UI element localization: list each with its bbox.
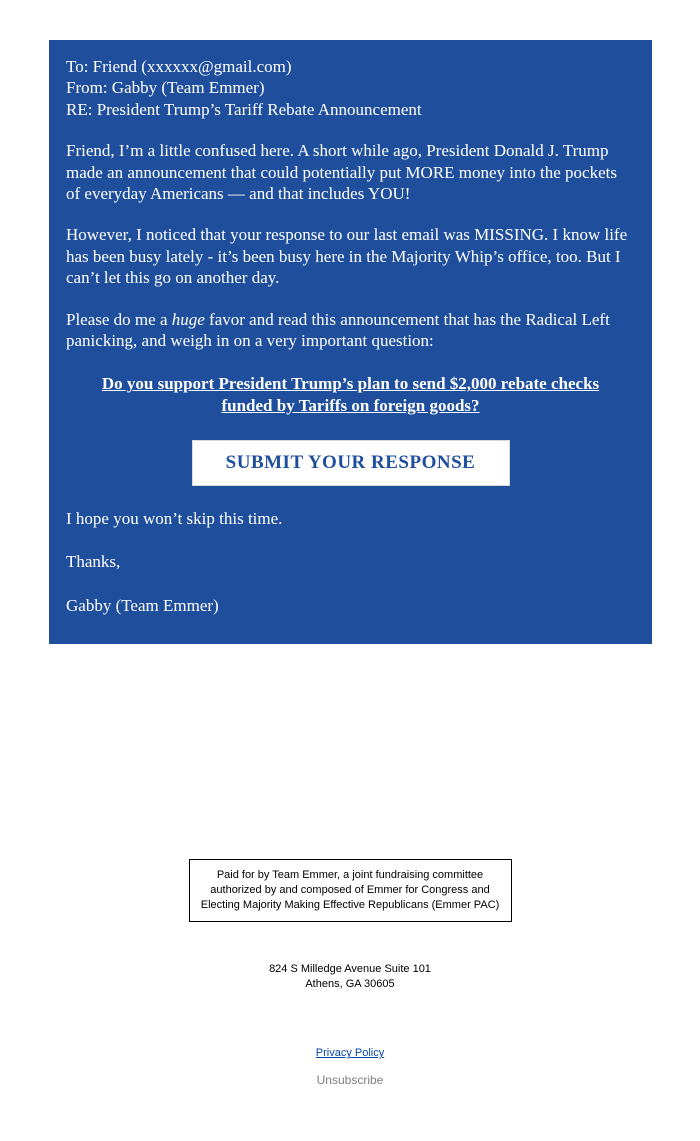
- submit-response-button[interactable]: SUBMIT YOUR RESPONSE: [192, 440, 510, 486]
- mailing-address: [0, 962, 700, 992]
- email-page: [0, 40, 700, 1141]
- question-link[interactable]: Do you support President Trump’s plan to send $2,000 rebate checks funded by Tariffs on foreign goods?: [101, 374, 600, 415]
- closing-hope: I hope you won’t skip this time.: [66, 508, 283, 528]
- paragraph-missing-response: However, I noticed that your response to our last email was MISSING. I know life has been busy lately - it’s been busy here in the Majority Whip’s office, too. But I can’t let this go on another day.: [66, 225, 628, 288]
- paid-for-disclaimer-box: Paid for by Team Emmer, a joint fundraising committee authorized by and composed of Emmer for Congress and Electing Majority Making Effective Republicans (Emmer PAC): [189, 859, 512, 922]
- paragraph-favor: [66, 309, 635, 352]
- closing-thanks: Thanks,: [66, 552, 121, 572]
- privacy-row: [0, 1043, 700, 1061]
- unsubscribe-link[interactable]: Unsubscribe: [316, 1073, 384, 1088]
- button-row: [66, 440, 635, 486]
- email-body-card: [49, 40, 652, 644]
- favor-text-after: favor and read this announcement that has the Radical Left panicking, and weigh in on a very important question:: [66, 309, 610, 351]
- address-line-2: Athens, GA 30605: [305, 977, 395, 990]
- favor-text-italic: huge: [171, 309, 205, 329]
- email-header: [66, 56, 635, 120]
- paragraph-intro: Friend, I’m a little confused here. A short while ago, President Donald J. Trump made an announcement that could potentially put MORE money into the pockets of everyday Americans — and that includes YOU!: [66, 141, 617, 204]
- closing-signature: Gabby (Team Emmer): [66, 595, 219, 615]
- favor-text-before: Please do me a: [66, 309, 172, 329]
- email-to-line: To: Friend (xxxxxx@gmail.com): [66, 57, 292, 76]
- email-subject-line: RE: President Trump’s Tariff Rebate Announcement: [66, 99, 422, 119]
- privacy-policy-link[interactable]: Privacy Policy: [315, 1047, 385, 1060]
- address-line-1: 824 S Milledge Avenue Suite 101: [269, 962, 431, 975]
- email-footer: [0, 859, 700, 1089]
- email-from-line: From: Gabby (Team Emmer): [66, 78, 265, 98]
